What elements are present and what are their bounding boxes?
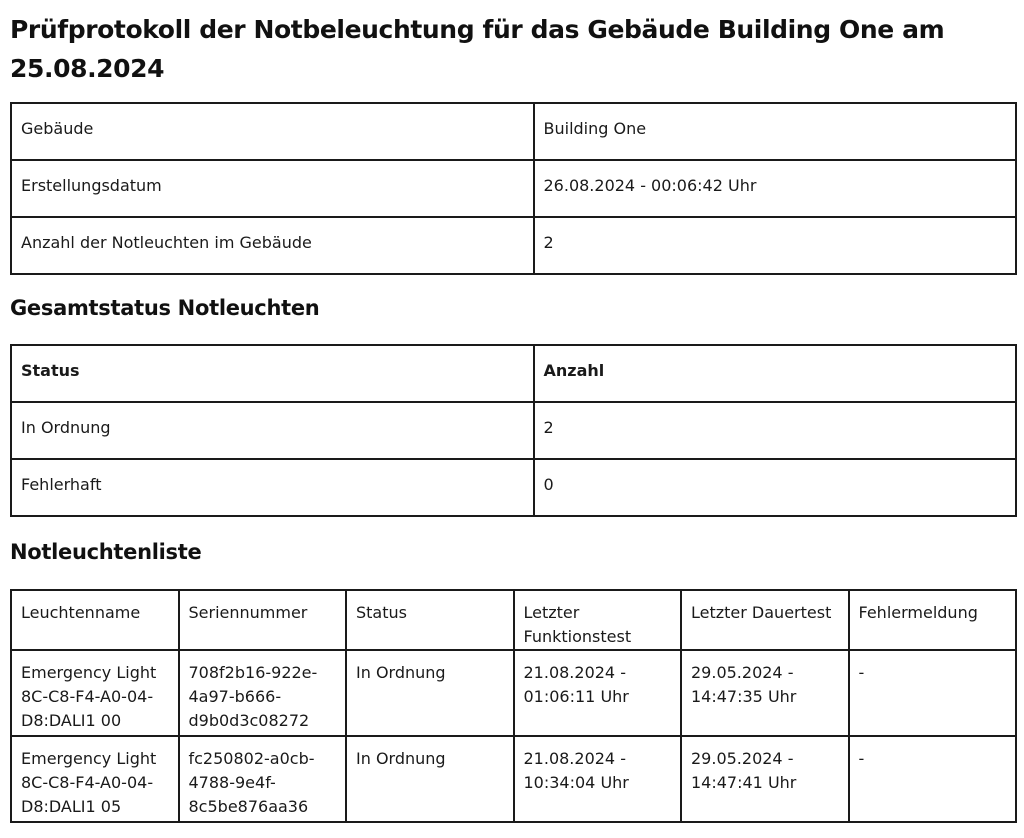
info-label: Erstellungsdatum xyxy=(11,160,534,217)
status-summary-table xyxy=(10,344,1017,517)
column-header-status: Status xyxy=(11,345,534,402)
document-title: Prüfprotokoll der Notbeleuchtung für das Gebäude Building One am 25.08.2024 xyxy=(10,15,945,83)
info-value: 2 xyxy=(534,217,1017,274)
status-label: Fehlerhaft xyxy=(11,459,534,516)
last-function-test: 21.08.2024 - 10:34:04 Uhr xyxy=(514,736,682,822)
column-header-function-test: Letzter Funktionstest xyxy=(514,590,682,650)
serial-number: fc250802-a0cb-4788-9e4f-8c5be876aa36 xyxy=(179,736,347,822)
column-header-name: Leuchtenname xyxy=(11,590,179,650)
list-header-row xyxy=(11,590,1016,650)
last-function-test: 21.08.2024 - 01:06:11 Uhr xyxy=(514,650,682,736)
column-header-status: Status xyxy=(346,590,514,650)
info-label: Anzahl der Notleuchten im Gebäude xyxy=(11,217,534,274)
light-name: Emergency Light 8C-C8-F4-A0-04-D8:DALI1 05 xyxy=(11,736,179,822)
status-header-row xyxy=(11,345,1016,402)
error-message: - xyxy=(849,736,1017,822)
info-row-building xyxy=(11,103,1016,160)
column-header-error: Fehlermeldung xyxy=(849,590,1017,650)
status-label: In Ordnung xyxy=(11,402,534,459)
status-row-faulty xyxy=(11,459,1016,516)
last-duration-test: 29.05.2024 - 14:47:35 Uhr xyxy=(681,650,849,736)
column-header-duration-test: Letzter Dauertest xyxy=(681,590,849,650)
emergency-light-list-table xyxy=(10,589,1017,823)
info-label: Gebäude xyxy=(11,103,534,160)
column-header-count: Anzahl xyxy=(534,345,1017,402)
light-status: In Ordnung xyxy=(346,736,514,822)
list-section-heading: Notleuchtenliste xyxy=(10,540,202,564)
info-row-count xyxy=(11,217,1016,274)
info-value: Building One xyxy=(534,103,1017,160)
last-duration-test: 29.05.2024 - 14:47:41 Uhr xyxy=(681,736,849,822)
status-section-heading: Gesamtstatus Notleuchten xyxy=(10,296,320,320)
table-row xyxy=(11,650,1016,736)
status-count: 2 xyxy=(534,402,1017,459)
light-name: Emergency Light 8C-C8-F4-A0-04-D8:DALI1 00 xyxy=(11,650,179,736)
serial-number: 708f2b16-922e-4a97-b666-d9b0d3c08272 xyxy=(179,650,347,736)
error-message: - xyxy=(849,650,1017,736)
building-info-table xyxy=(10,102,1017,275)
column-header-serial: Seriennummer xyxy=(179,590,347,650)
status-row-ok xyxy=(11,402,1016,459)
info-value: 26.08.2024 - 00:06:42 Uhr xyxy=(534,160,1017,217)
light-status: In Ordnung xyxy=(346,650,514,736)
info-row-created xyxy=(11,160,1016,217)
status-count: 0 xyxy=(534,459,1017,516)
table-row xyxy=(11,736,1016,822)
